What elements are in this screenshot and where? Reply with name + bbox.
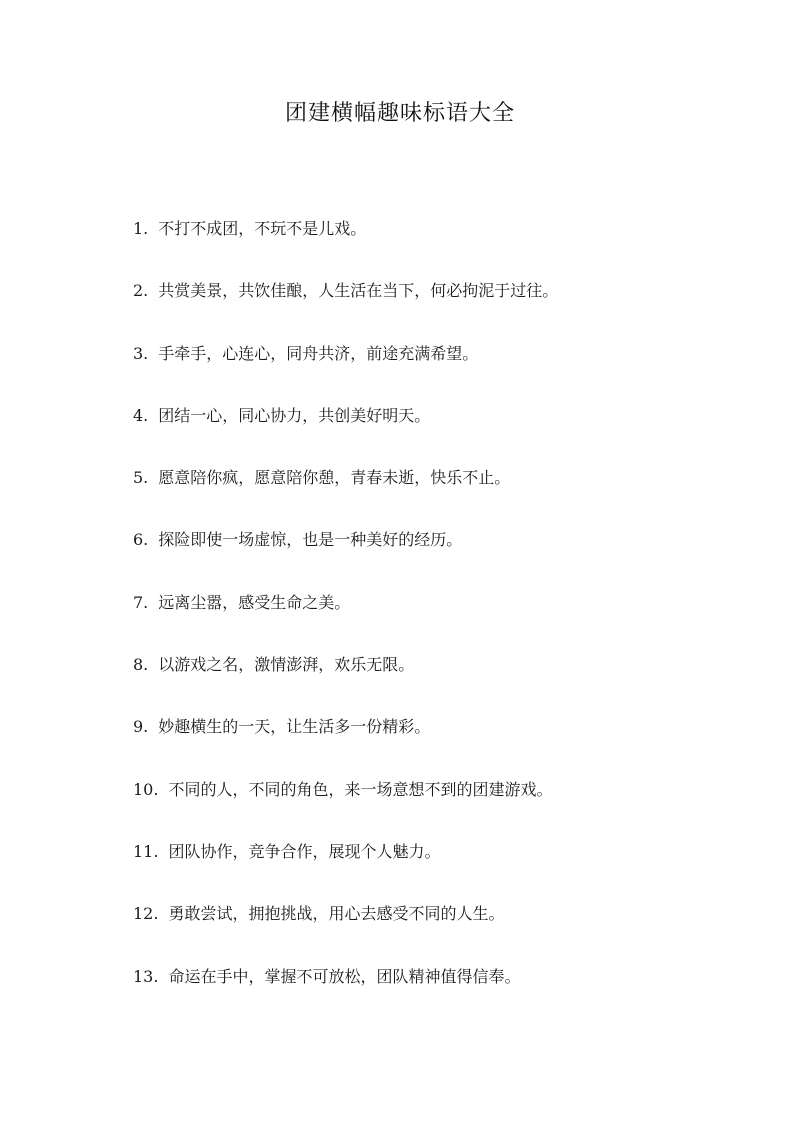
list-item xyxy=(133,339,753,401)
item-number: 9. xyxy=(133,717,149,737)
item-number: 1. xyxy=(133,219,149,238)
list-item xyxy=(133,712,753,774)
list-item xyxy=(133,463,753,525)
list-item xyxy=(133,525,753,587)
item-number: 6. xyxy=(133,530,149,550)
item-number: 8. xyxy=(133,655,149,675)
item-text: 团结一心，同心协力，共创美好明天。 xyxy=(158,405,431,425)
item-number: 4. xyxy=(133,405,149,425)
slogan-list xyxy=(133,214,753,1024)
item-text: 探险即使一场虚惊，也是一种美好的经历。 xyxy=(158,530,463,550)
item-number: 10. xyxy=(133,779,159,799)
item-text: 不同的人，不同的角色，来一场意想不到的团建游戏。 xyxy=(168,779,553,799)
item-text: 命运在手中，掌握不可放松，团队精神值得信奉。 xyxy=(168,966,521,986)
item-number: 11. xyxy=(133,841,159,861)
item-text: 妙趣横生的一天，让生活多一份精彩。 xyxy=(158,717,431,737)
item-text: 以游戏之名，激情澎湃，欢乐无限。 xyxy=(158,655,415,675)
list-item xyxy=(133,962,753,1024)
item-number: 5. xyxy=(133,468,149,488)
item-text: 不打不成团，不玩不是儿戏。 xyxy=(158,219,367,238)
list-item xyxy=(133,837,753,899)
list-item xyxy=(133,588,753,650)
item-number: 12. xyxy=(133,904,159,924)
item-text: 愿意陪你疯，愿意陪你憩，青春未逝，快乐不止。 xyxy=(158,468,511,488)
item-number: 13. xyxy=(133,966,159,986)
item-text: 共赏美景，共饮佳酿，人生活在当下，何必拘泥于过往。 xyxy=(158,281,559,301)
item-number: 2. xyxy=(133,281,149,301)
item-number: 7. xyxy=(133,592,149,612)
item-text: 勇敢尝试，拥抱挑战，用心去感受不同的人生。 xyxy=(168,904,505,924)
list-item xyxy=(133,276,753,338)
item-number: 3. xyxy=(133,343,149,363)
item-text: 团队协作，竞争合作，展现个人魅力。 xyxy=(168,841,441,861)
list-item xyxy=(133,650,753,712)
list-item xyxy=(133,899,753,961)
item-text: 手牵手，心连心，同舟共济，前途充满希望。 xyxy=(158,343,479,363)
list-item xyxy=(133,214,753,276)
list-item xyxy=(133,775,753,837)
item-text: 远离尘嚣，感受生命之美。 xyxy=(158,592,351,612)
list-item xyxy=(133,401,753,463)
page-title: 团建横幅趣味标语大全 xyxy=(284,101,515,126)
